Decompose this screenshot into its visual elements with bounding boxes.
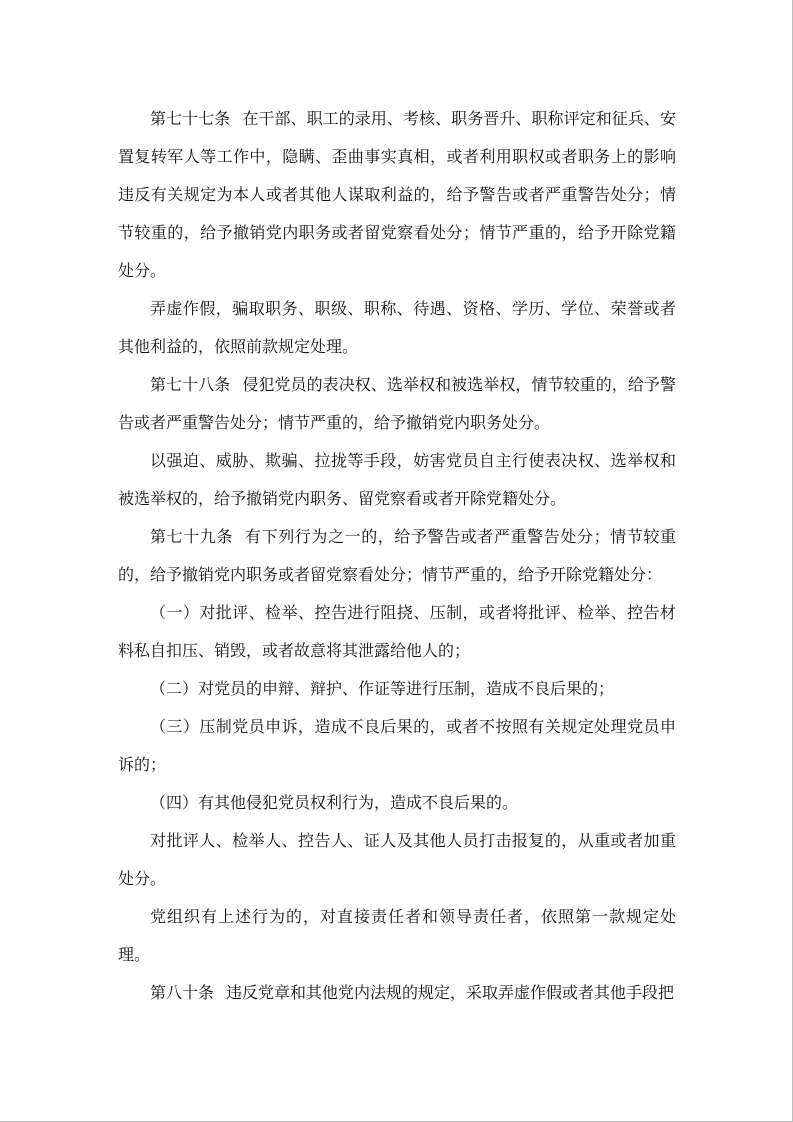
paragraph [118, 442, 676, 518]
paragraph-text: 弄虚作假，骗取职务、职级、职称、待遇、资格、学历、学位、荣誉或者其他利益的，依照前款规定处理。 [118, 299, 676, 356]
paragraph-text: （二）对党员的申辩、辩护、作证等进行压制，造成不良后果的； [150, 679, 615, 698]
paragraph [118, 898, 676, 974]
paragraph-text: （一）对批评、检举、控告进行阻挠、压制，或者将批评、检举、控告材料私自扣压、销毁，或者故意将其泄露给他人的； [118, 603, 676, 660]
article-number: 第八十条 [150, 983, 215, 1002]
paragraph-article-80 [118, 974, 676, 1012]
paragraph-text: 以强迫、威胁、欺骗、拉拢等手段，妨害党员自主行使表决权、选举权和被选举权的，给予撤销党内职务、留党察看或者开除党籍处分。 [118, 451, 676, 508]
list-item [118, 784, 676, 822]
document-body [118, 100, 676, 1012]
paragraph-text: 侵犯党员的表决权、选举权和被选举权，情节较重的，给予警告或者严重警告处分；情节严重的，给予撤销党内职务处分。 [118, 375, 676, 432]
paragraph-article-79 [118, 518, 676, 594]
paragraph [118, 290, 676, 366]
paragraph [118, 822, 676, 898]
paragraph-text: （三）压制党员申诉，造成不良后果的，或者不按照有关规定处理党员申诉的； [118, 717, 676, 774]
paragraph-article-78 [118, 366, 676, 442]
article-number: 第七十九条 [150, 527, 233, 546]
paragraph-article-77 [118, 100, 676, 290]
list-item [118, 670, 676, 708]
paragraph-text: 对批评人、检举人、控告人、证人及其他人员打击报复的，从重或者加重处分。 [118, 831, 676, 888]
paragraph-text: 在干部、职工的录用、考核、职务晋升、职称评定和征兵、安置复转军人等工作中，隐瞒、歪曲事实真相，或者利用职权或者职务上的影响违反有关规定为本人或者其他人谋取利益的，给予警告或者严重警告处分；情节较重的，给予撤销党内职务或者留党察看处分；情节严重的，给予开除党籍处分。 [118, 109, 676, 280]
paragraph-text: 违反党章和其他党内法规的规定，采取弄虚作假或者其他手段把 [226, 983, 675, 1002]
article-number: 第七十七条 [150, 109, 231, 128]
paragraph-text: 党组织有上述行为的，对直接责任者和领导责任者，依照第一款规定处理。 [118, 907, 676, 964]
article-number: 第七十八条 [150, 375, 231, 394]
paragraph-text: 有下列行为之一的，给予警告或者严重警告处分；情节较重的，给予撤销党内职务或者留党察看处分；情节严重的，给予开除党籍处分： [118, 527, 676, 584]
list-item [118, 708, 676, 784]
list-item [118, 594, 676, 670]
paragraph-text: （四）有其他侵犯党员权利行为，造成不良后果的。 [150, 793, 519, 812]
